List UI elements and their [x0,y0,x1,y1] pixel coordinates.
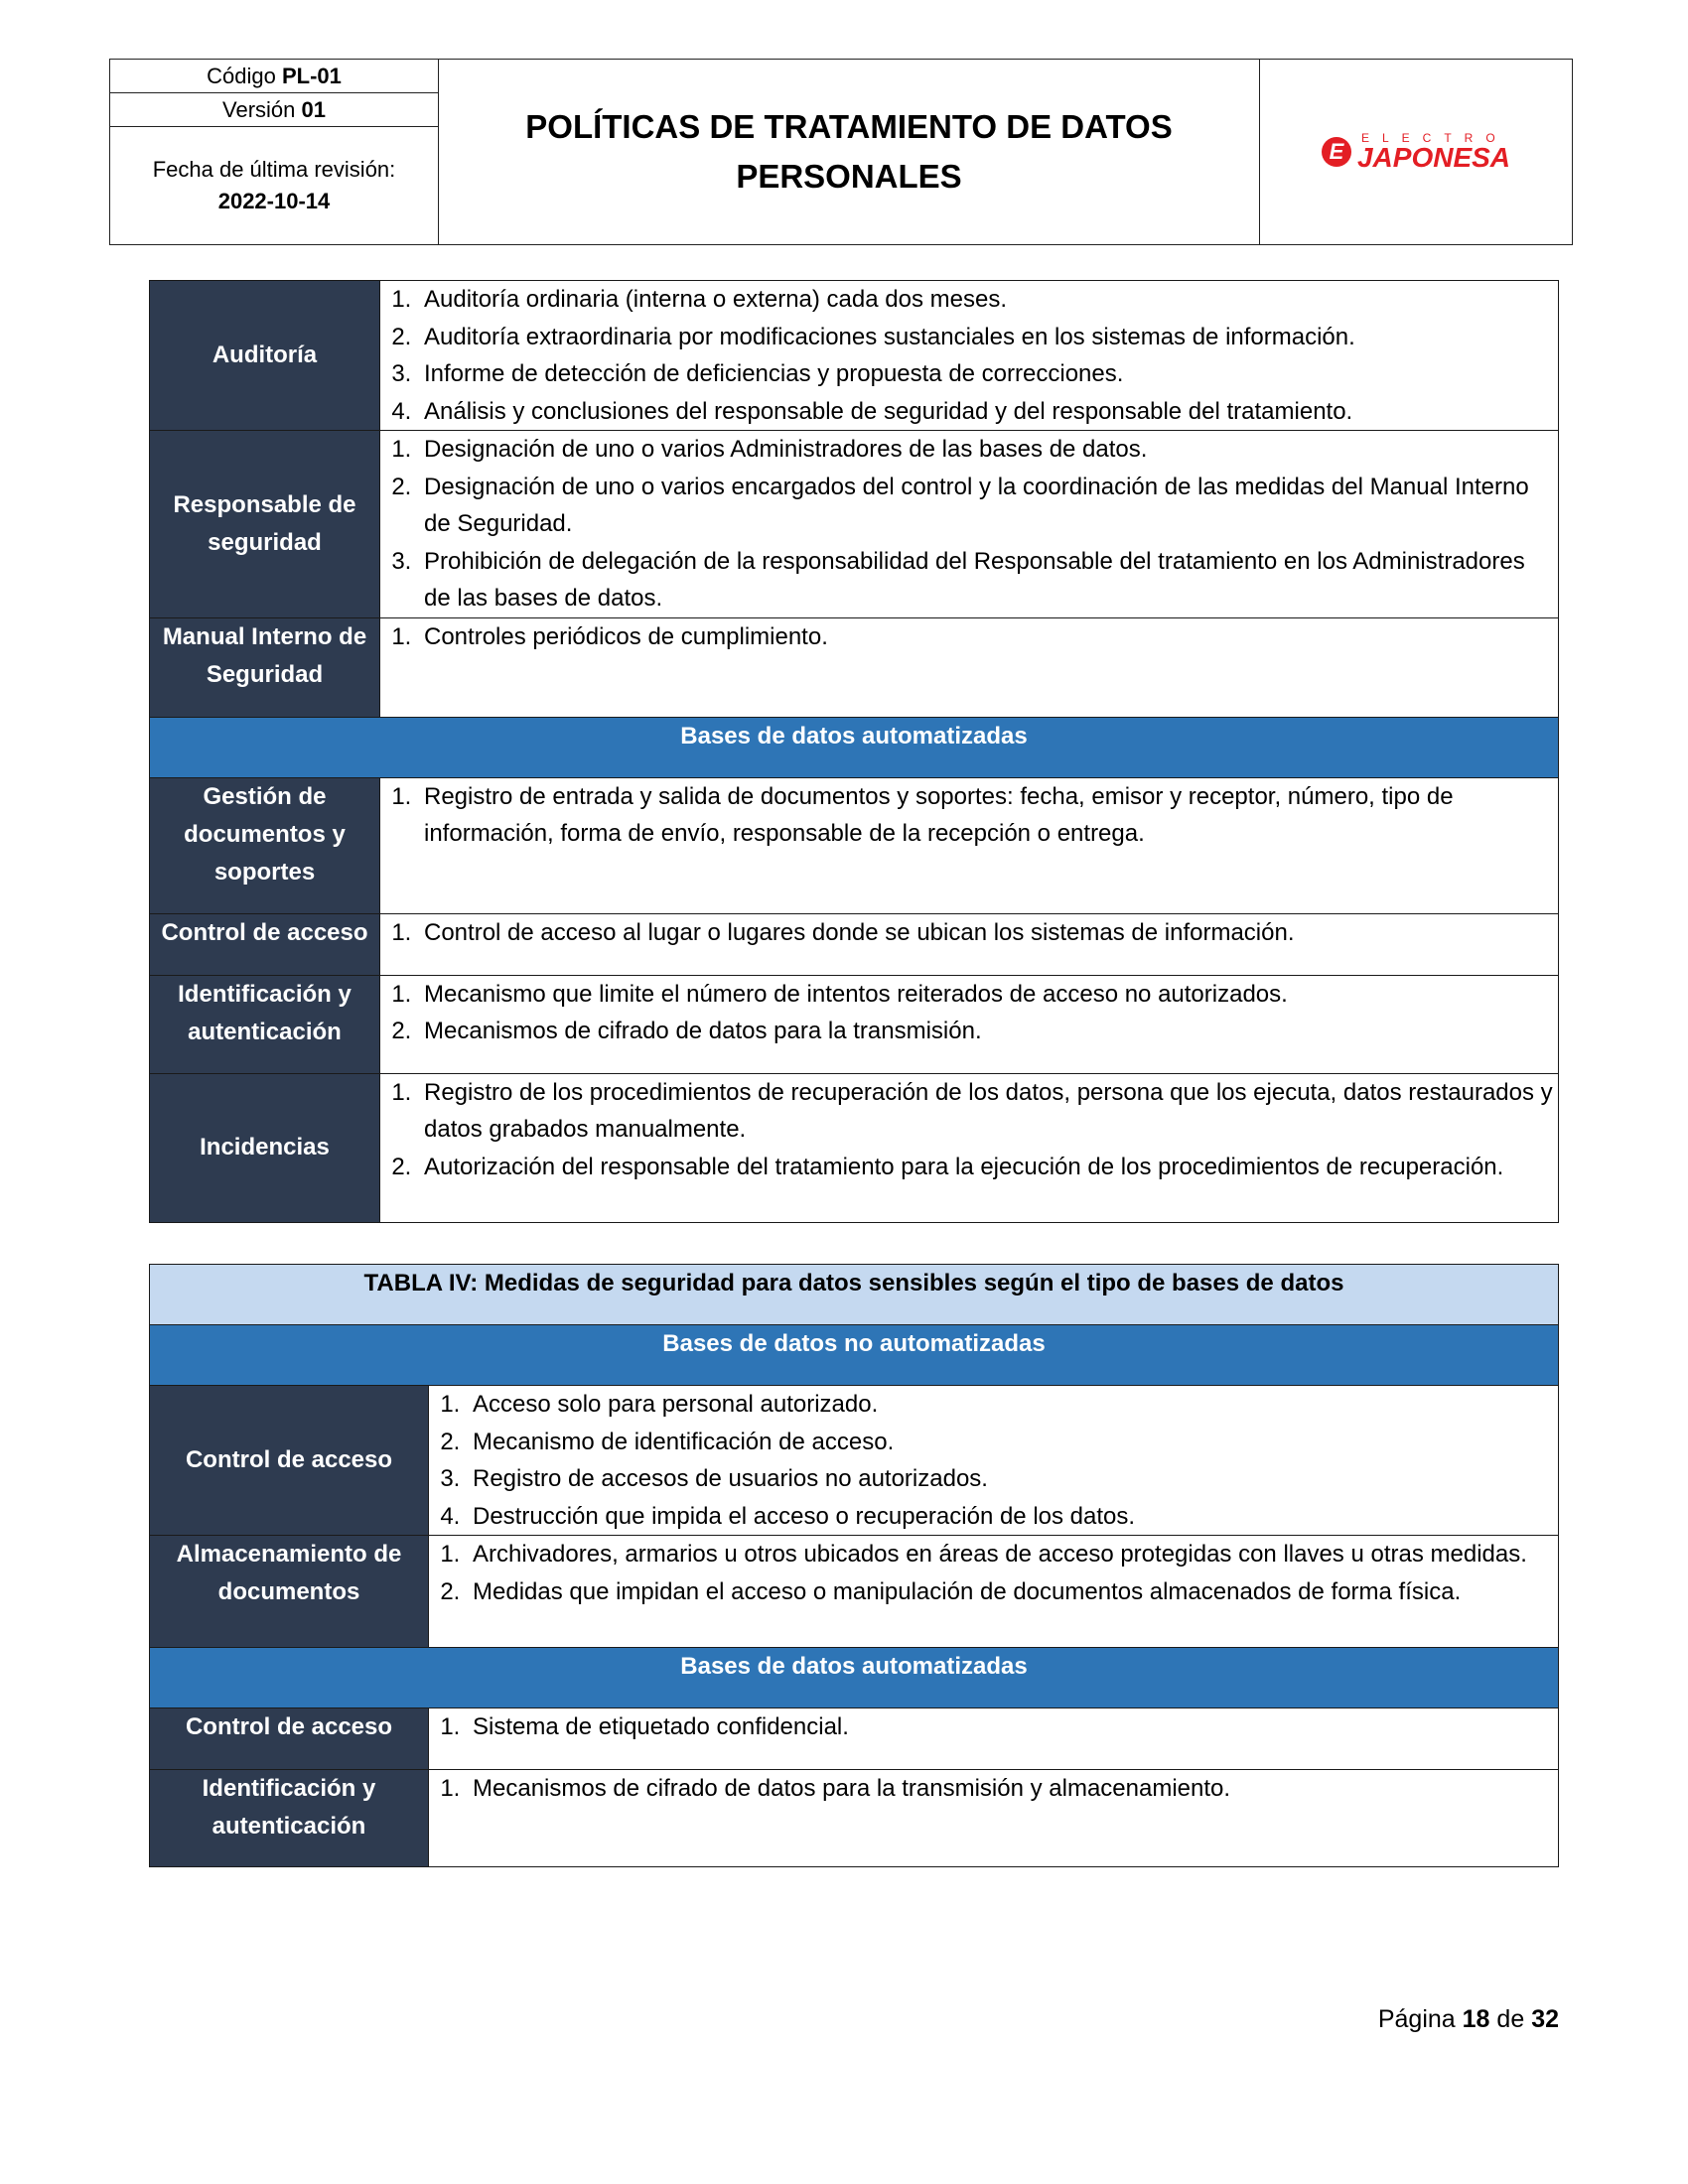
section-band [150,717,1559,777]
row-label: Control de acceso [150,913,380,975]
version-label: Versión [222,96,296,122]
list-item: 2. Auditoría extraordinaria por modificaciones sustanciales en los sistemas de información. [418,319,1558,356]
measure-list [380,976,1558,1050]
list-item: 2. Mecanismo de identificación de acceso. [467,1424,1558,1461]
row-label: Incidencias [150,1073,380,1222]
table-row [150,913,1559,975]
security-measures-table-continued [149,280,1559,1223]
list-item: 1. Acceso solo para personal autorizado. [467,1386,1558,1424]
list-item: 2. Designación de uno o varios encargados del control y la coordinación de las medidas del Manual Interno de Seguridad. [418,469,1558,543]
row-content [380,975,1559,1073]
list-item: 1. Auditoría ordinaria (interna o externa) cada dos meses. [418,281,1558,319]
logo-wordmark [1357,132,1510,172]
code-label: Código [207,63,276,88]
row-label: Manual Interno de Seguridad [150,617,380,717]
list-item: 3. Prohibición de delegación de la responsabilidad del Responsable del tratamiento en los Administradores de las bases de datos. [418,543,1558,617]
logo-small-text: ELECTRO [1360,131,1508,145]
measure-list [380,281,1558,430]
list-item: 1. Sistema de etiquetado confidencial. [467,1708,1558,1746]
list-item: 1. Registro de los procedimientos de recuperación de los datos, persona que los ejecuta, datos restaurados y datos grabados manualmente. [418,1074,1558,1149]
row-label: Control de acceso [150,1386,429,1536]
logo-mark-icon: E [1322,137,1351,167]
revision-date: 2022-10-14 [217,189,331,213]
measure-list [380,914,1558,952]
measure-list [429,1386,1558,1535]
row-content [429,1536,1559,1648]
section-band [150,1325,1559,1386]
row-content [380,913,1559,975]
list-item: 1. Control de acceso al lugar o lugares donde se ubican los sistemas de información. [418,914,1558,952]
measure-list [380,431,1558,617]
row-content [380,1073,1559,1222]
list-item: 3. Registro de accesos de usuarios no autorizados. [467,1460,1558,1498]
measure-list [380,1074,1558,1186]
list-item: 2. Medidas que impidan el acceso o manipulación de documentos almacenados de forma física. [467,1573,1558,1611]
page-label: Página [1377,2005,1456,2033]
band-non-automated: Bases de datos no automatizadas [150,1325,1559,1386]
company-logo [1260,60,1572,244]
table-row [150,777,1559,913]
band-automated-2: Bases de datos automatizadas [150,1648,1559,1708]
table-row [150,617,1559,717]
list-item: 3. Informe de detección de deficiencias y propuesta de correcciones. [418,355,1558,393]
section-band [150,1648,1559,1708]
row-content [380,777,1559,913]
row-label: Identificación y autenticación [150,975,380,1073]
list-item: 1. Mecanismos de cifrado de datos para la transmisión y almacenamiento. [467,1770,1558,1808]
row-label: Identificación y autenticación [150,1770,429,1867]
table-title-row [150,1265,1559,1325]
document-title: POLÍTICAS DE TRATAMIENTO DE DATOS PERSONALES [439,60,1260,244]
row-label: Responsable de seguridad [150,431,380,618]
row-content [380,281,1559,431]
sensitive-data-security-table [149,1264,1559,1867]
list-item: 1. Archivadores, armarios u otros ubicados en áreas de acceso protegidas con llaves u otras medidas. [467,1536,1558,1573]
table-row [150,1536,1559,1648]
row-content [380,431,1559,618]
list-item: 1. Designación de uno o varios Administradores de las bases de datos. [418,431,1558,469]
measure-list [380,778,1558,853]
logo-main-text: JAPONESA [1356,142,1511,173]
row-content [429,1708,1559,1770]
logo-group [1322,132,1510,172]
row-label: Auditoría [150,281,380,431]
page-footer [1378,2005,1559,2034]
page-number: 18 [1462,2005,1490,2033]
band-automated: Bases de datos automatizadas [150,717,1559,777]
version-row [110,93,438,127]
list-item: 2. Mecanismos de cifrado de datos para la transmisión. [418,1013,1558,1050]
list-item: 1. Registro de entrada y salida de documentos y soportes: fecha, emisor y receptor, número, tipo de información, forma de envío, responsable de la recepción o entrega. [418,778,1558,853]
version-value: 01 [301,96,326,122]
list-item: 4. Análisis y conclusiones del responsable de seguridad y del responsable del tratamiento. [418,393,1558,431]
header-meta [110,60,439,244]
table-row [150,1708,1559,1770]
measure-list [429,1708,1558,1746]
measure-list [380,618,1558,656]
code-value: PL-01 [281,63,342,88]
list-item: 1. Mecanismo que limite el número de intentos reiterados de acceso no autorizados. [418,976,1558,1014]
list-item: 2. Autorización del responsable del tratamiento para la ejecución de los procedimientos de recuperación. [418,1149,1558,1186]
list-item: 1. Controles periódicos de cumplimiento. [418,618,1558,656]
table-row [150,975,1559,1073]
document-header [109,59,1573,245]
row-label: Control de acceso [150,1708,429,1770]
list-item: 4. Destrucción que impida el acceso o recuperación de los datos. [467,1498,1558,1536]
table-title: TABLA IV: Medidas de seguridad para datos sensibles según el tipo de bases de datos [150,1265,1559,1325]
revision-block [110,127,438,244]
total-pages: 32 [1531,2005,1559,2033]
table-row [150,1770,1559,1867]
row-content [429,1770,1559,1867]
code-row [110,60,438,93]
revision-label: Fecha de última revisión: [152,157,396,182]
table-row [150,1073,1559,1222]
row-label: Gestión de documentos y soportes [150,777,380,913]
table-row [150,1386,1559,1536]
table-row [150,281,1559,431]
measure-list [429,1770,1558,1808]
row-content [380,617,1559,717]
of-label: de [1496,2005,1525,2033]
table-row [150,431,1559,618]
row-label: Almacenamiento de documentos [150,1536,429,1648]
row-content [429,1386,1559,1536]
measure-list [429,1536,1558,1610]
